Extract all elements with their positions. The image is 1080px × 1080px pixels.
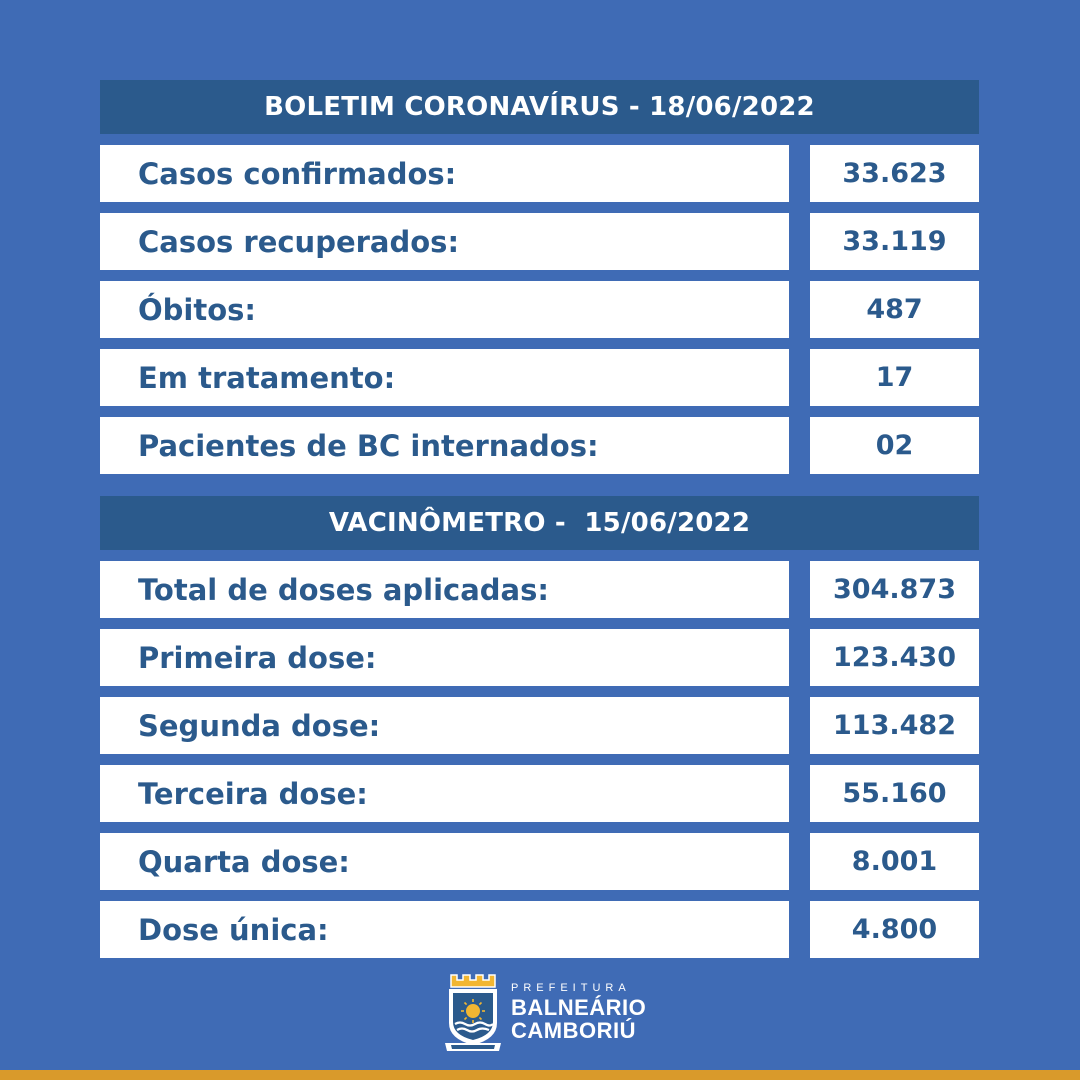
row-value: 55.160 bbox=[810, 765, 979, 822]
row-value: 304.873 bbox=[810, 561, 979, 618]
row-value: 8.001 bbox=[810, 833, 979, 890]
row-label: Total de doses aplicadas: bbox=[100, 561, 789, 618]
vacinometro-panel bbox=[100, 496, 979, 958]
logo-line-prefeitura: PREFEITURA bbox=[511, 982, 631, 994]
row-label: Óbitos: bbox=[100, 281, 789, 338]
row-value: 17 bbox=[810, 349, 979, 406]
table-row bbox=[100, 417, 979, 474]
footer-accent-bar bbox=[0, 1070, 1080, 1080]
boletim-panel bbox=[100, 80, 979, 474]
vacinometro-title: VACINÔMETRO - 15/06/2022 bbox=[100, 496, 979, 550]
row-label: Terceira dose: bbox=[100, 765, 789, 822]
table-row bbox=[100, 629, 979, 686]
table-row bbox=[100, 145, 979, 202]
logo-line-camboriu: CAMBORIÚ bbox=[511, 1018, 636, 1043]
city-crest-icon bbox=[443, 971, 503, 1053]
table-row bbox=[100, 349, 979, 406]
row-label: Casos confirmados: bbox=[100, 145, 789, 202]
row-value: 33.623 bbox=[810, 145, 979, 202]
row-value: 123.430 bbox=[810, 629, 979, 686]
table-row bbox=[100, 833, 979, 890]
table-row bbox=[100, 213, 979, 270]
row-label: Pacientes de BC internados: bbox=[100, 417, 789, 474]
boletim-title: BOLETIM CORONAVÍRUS - 18/06/2022 bbox=[100, 80, 979, 134]
row-label: Primeira dose: bbox=[100, 629, 789, 686]
table-row bbox=[100, 765, 979, 822]
row-label: Em tratamento: bbox=[100, 349, 789, 406]
row-label: Segunda dose: bbox=[100, 697, 789, 754]
table-row bbox=[100, 697, 979, 754]
row-value: 113.482 bbox=[810, 697, 979, 754]
row-value: 4.800 bbox=[810, 901, 979, 958]
table-row bbox=[100, 561, 979, 618]
row-label: Quarta dose: bbox=[100, 833, 789, 890]
logo-line-balneario: BALNEÁRIO bbox=[511, 995, 647, 1020]
row-label: Dose única: bbox=[100, 901, 789, 958]
row-label: Casos recuperados: bbox=[100, 213, 789, 270]
table-row bbox=[100, 281, 979, 338]
prefeitura-logo bbox=[443, 970, 646, 1054]
logo-text bbox=[511, 982, 646, 1042]
row-value: 02 bbox=[810, 417, 979, 474]
table-row bbox=[100, 901, 979, 958]
row-value: 487 bbox=[810, 281, 979, 338]
row-value: 33.119 bbox=[810, 213, 979, 270]
